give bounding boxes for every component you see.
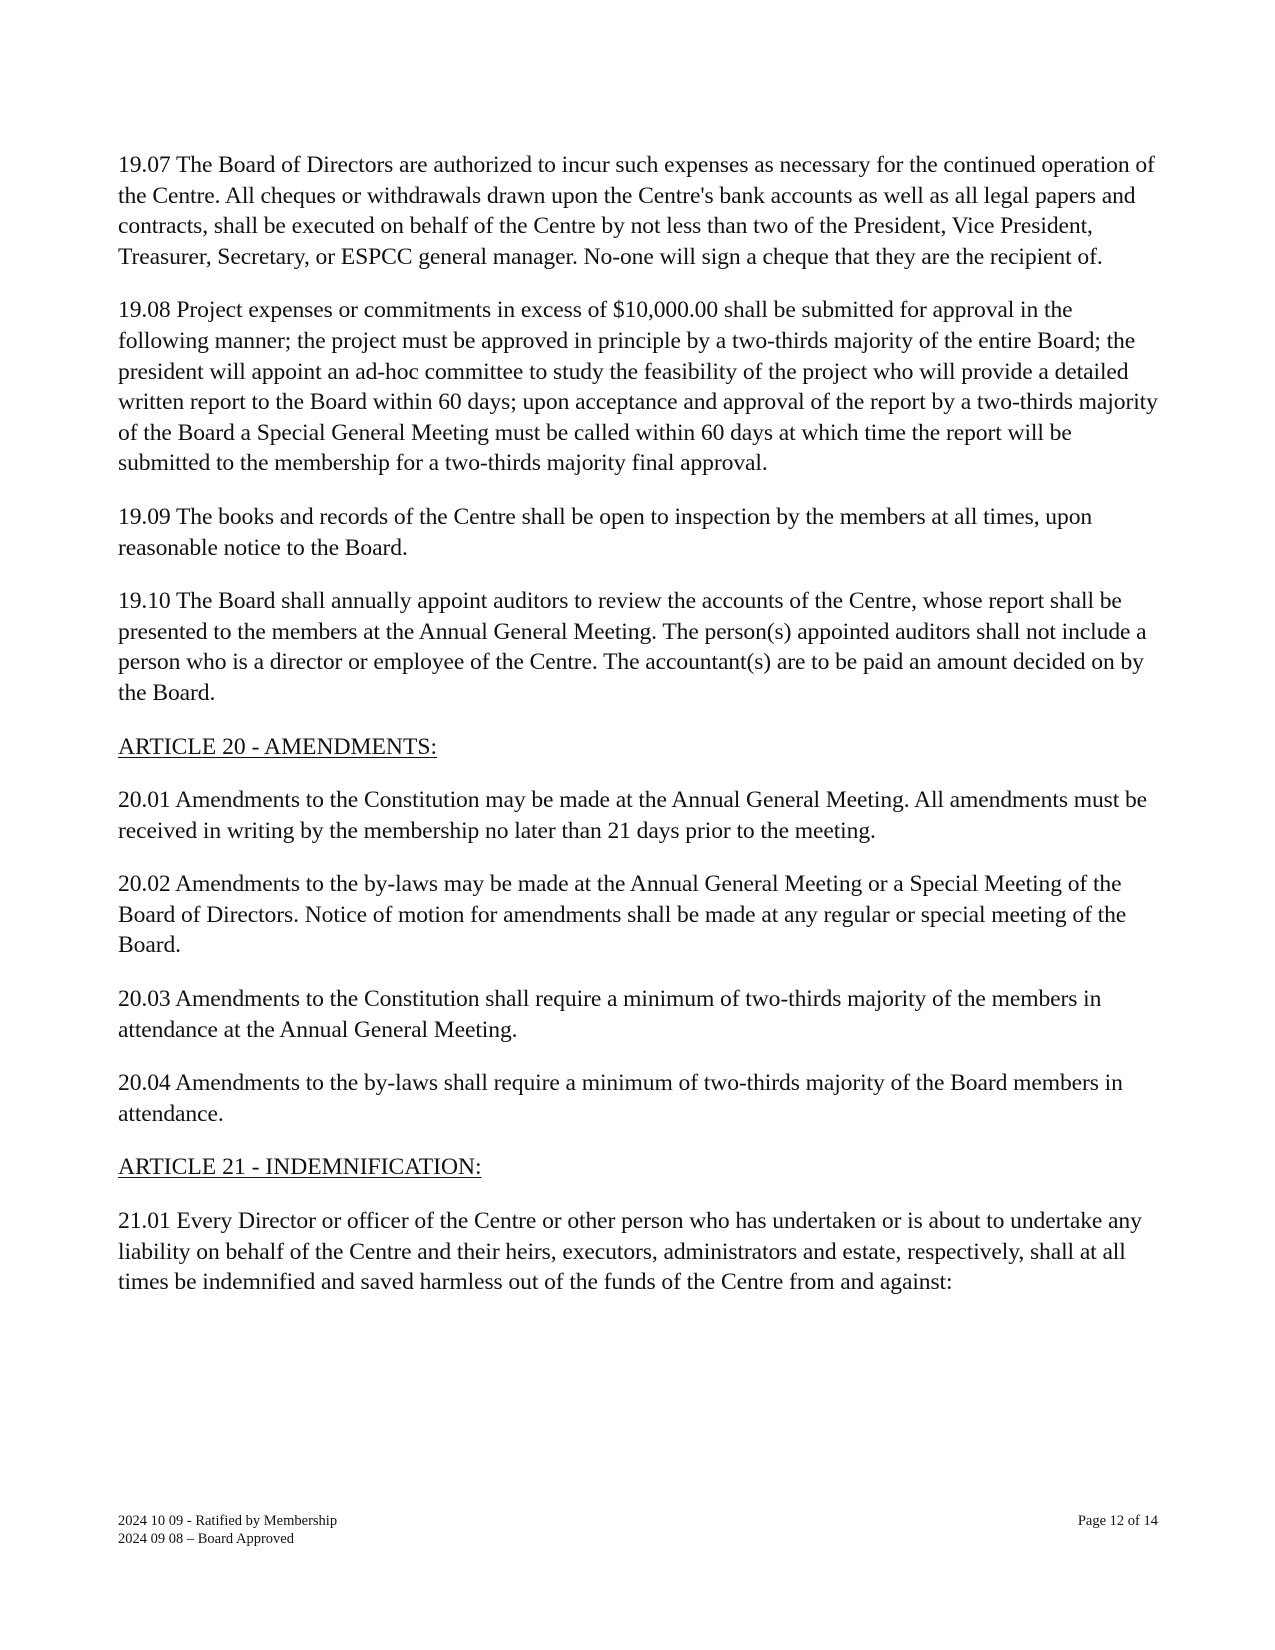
clause-20-04: 20.04 Amendments to the by-laws shall require a minimum of two-thirds majority of the Board members in attendance.	[118, 1070, 1123, 1127]
document-body	[118, 150, 1158, 1321]
page-number: Page 12 of 14	[1077, 1513, 1158, 1529]
article-20-heading: ARTICLE 20 - AMENDMENTS:	[118, 733, 438, 760]
article-21-heading: ARTICLE 21 - INDEMNIFICATION:	[118, 1154, 482, 1181]
clause-19-07: 19.07 The Board of Directors are authorized to incur such expenses as necessary for the continued operation of the Centre. All cheques or withdrawals drawn upon the Centre's bank accounts as well as all legal papers and contracts, shall be executed on behalf of the Centre by not less than two of the President, Vice President, Treasurer, Secretary, or ESPCC general manager. No-one will sign a cheque that they are the recipient of.	[118, 152, 1155, 270]
clause-19-09: 19.09 The books and records of the Centre shall be open to inspection by the members at all times, upon reasonable notice to the Board.	[118, 503, 1093, 561]
clause-20-02: 20.02 Amendments to the by-laws may be made at the Annual General Meeting or a Special Meeting of the Board of Directors. Notice of motion for amendments shall be made at any regular or special meeting of the Board.	[118, 871, 1127, 959]
footer-dates	[118, 1512, 337, 1548]
clause-21-01: 21.01 Every Director or officer of the Centre or other person who has undertaken or is about to undertake any liability on behalf of the Centre and their heirs, executors, administrators and estate, respectively, shall at all times be indemnified and saved harmless out of the funds of the Centre from and against:	[118, 1208, 1142, 1296]
clause-20-03: 20.03 Amendments to the Constitution shall require a minimum of two-thirds majority of the members in attendance at the Annual General Meeting.	[118, 986, 1102, 1043]
footer-approved: 2024 09 08 – Board Approved	[118, 1531, 294, 1547]
footer-ratified: 2024 10 09 - Ratified by Membership	[118, 1513, 338, 1529]
clause-19-08: 19.08 Project expenses or commitments in excess of $10,000.00 shall be submitted for approval in the following manner; the project must be approved in principle by a two-thirds majority of the entire Board; the president will appoint an ad-hoc committee to study the feasibility of the project who will provide a detailed written report to the Board within 60 days; upon acceptance and approval of the report by a two-thirds majority of the Board a Special General Meeting must be called within 60 days at which time the report will be submitted to the membership for a two-thirds majority final approval.	[118, 297, 1158, 477]
clause-19-10: 19.10 The Board shall annually appoint auditors to review the accounts of the Centre, whose report shall be presented to the members at the Annual General Meeting. The person(s) appointed auditors shall not include a person who is a director or employee of the Centre. The accountant(s) are to be paid an amount decided on by the Board.	[118, 588, 1147, 706]
clause-20-01: 20.01 Amendments to the Constitution may be made at the Annual General Meeting. All amendments must be received in writing by the membership no later than 21 days prior to the meeting.	[118, 787, 1148, 844]
